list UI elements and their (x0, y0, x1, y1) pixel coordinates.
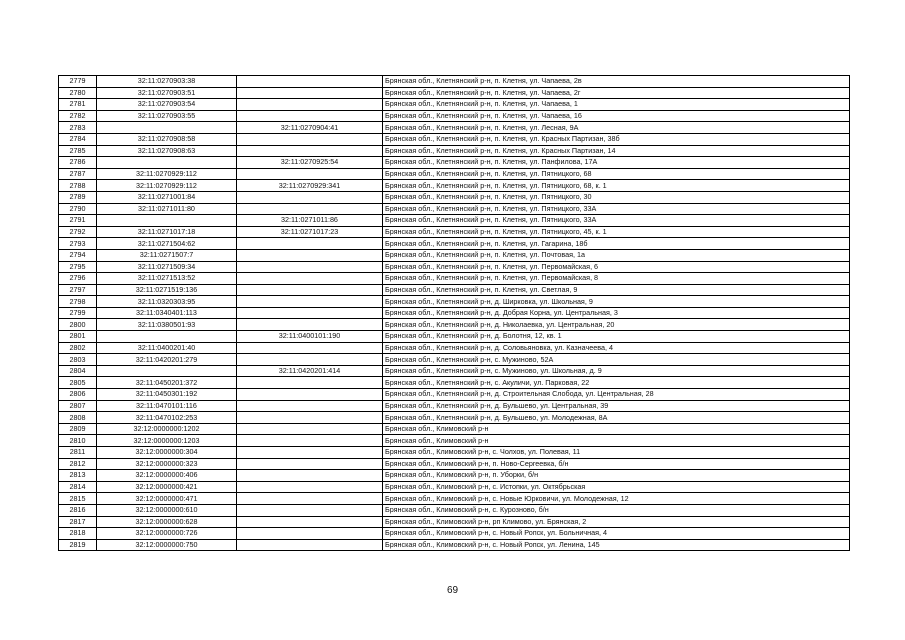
cadastral-number-cell (237, 99, 383, 111)
row-number-cell: 2790 (59, 203, 97, 215)
address-cell: Брянская обл., Клетнянский р-н, п. Клетня, ул. Пятницкого, 30 (383, 191, 850, 203)
cadastral-number-cell (237, 296, 383, 308)
table-row (59, 203, 850, 215)
cadastral-number-cell: 32:12:0000000:304 (97, 447, 237, 459)
table-row (59, 528, 850, 540)
address-cell: Брянская обл., Клетнянский р-н, п. Клетня, ул. Первомайская, 6 (383, 261, 850, 273)
cadastral-number-cell: 32:12:0000000:471 (97, 493, 237, 505)
table-row (59, 110, 850, 122)
cadastral-number-cell (237, 261, 383, 273)
row-number-cell: 2793 (59, 238, 97, 250)
cadastral-number-cell: 32:11:0420201:414 (237, 365, 383, 377)
cadastral-number-cell: 32:11:0270903:51 (97, 87, 237, 99)
address-cell: Брянская обл., Клетнянский р-н, д. Николаевка, ул. Центральная, 20 (383, 319, 850, 331)
cadastral-number-cell: 32:11:0271011:80 (97, 203, 237, 215)
address-cell: Брянская обл., Клетнянский р-н, п. Клетня, ул. Почтовая, 1а (383, 249, 850, 261)
table-row (59, 377, 850, 389)
records-table (58, 75, 850, 551)
cadastral-number-cell: 32:11:0400201:40 (97, 342, 237, 354)
table-row (59, 493, 850, 505)
records-table-body (59, 76, 850, 551)
cadastral-number-cell: 32:12:0000000:726 (97, 528, 237, 540)
table-row (59, 458, 850, 470)
cadastral-number-cell: 32:11:0470101:116 (97, 400, 237, 412)
cadastral-number-cell: 32:11:0450301:192 (97, 389, 237, 401)
cadastral-number-cell (237, 516, 383, 528)
table-row (59, 157, 850, 169)
row-number-cell: 2807 (59, 400, 97, 412)
address-cell: Брянская обл., Климовский р-н, п. Ново-Сергеевка, б/н (383, 458, 850, 470)
page-number: 69 (446, 585, 459, 596)
address-cell: Брянская обл., Клетнянский р-н, д. Строительная Слобода, ул. Центральная, 28 (383, 389, 850, 401)
row-number-cell: 2805 (59, 377, 97, 389)
address-cell: Брянская обл., Клетнянский р-н, д. Бульшево, ул. Центральная, 39 (383, 400, 850, 412)
cadastral-number-cell (237, 284, 383, 296)
table-row (59, 226, 850, 238)
address-cell: Брянская обл., Клетнянский р-н, с. Акуличи, ул. Парковая, 22 (383, 377, 850, 389)
row-number-cell: 2816 (59, 504, 97, 516)
cadastral-number-cell (237, 470, 383, 482)
address-cell: Брянская обл., Клетнянский р-н, п. Клетня, ул. Пятницкого, 45, к. 1 (383, 226, 850, 238)
cadastral-number-cell (237, 133, 383, 145)
table-row (59, 539, 850, 551)
cadastral-number-cell (237, 191, 383, 203)
cadastral-number-cell: 32:12:0000000:323 (97, 458, 237, 470)
address-cell: Брянская обл., Клетнянский р-н, п. Клетня, ул. Светлая, 9 (383, 284, 850, 296)
cadastral-number-cell: 32:12:0000000:750 (97, 539, 237, 551)
table-row (59, 168, 850, 180)
row-number-cell: 2809 (59, 423, 97, 435)
table-row (59, 180, 850, 192)
row-number-cell: 2792 (59, 226, 97, 238)
cadastral-number-cell: 32:11:0270904:41 (237, 122, 383, 134)
cadastral-number-cell (237, 145, 383, 157)
row-number-cell: 2791 (59, 215, 97, 227)
table-row (59, 133, 850, 145)
row-number-cell: 2801 (59, 331, 97, 343)
row-number-cell: 2794 (59, 249, 97, 261)
cadastral-number-cell: 32:11:0340401:113 (97, 307, 237, 319)
cadastral-number-cell: 32:12:0000000:610 (97, 504, 237, 516)
cadastral-number-cell (237, 458, 383, 470)
cadastral-number-cell (237, 168, 383, 180)
table-row (59, 389, 850, 401)
address-cell: Брянская обл., Клетнянский р-н, п. Клетня, ул. Лесная, 9А (383, 122, 850, 134)
row-number-cell: 2819 (59, 539, 97, 551)
cadastral-number-cell (237, 504, 383, 516)
cadastral-number-cell: 32:11:0270908:63 (97, 145, 237, 157)
row-number-cell: 2785 (59, 145, 97, 157)
cadastral-number-cell: 32:12:0000000:1203 (97, 435, 237, 447)
cadastral-number-cell (237, 528, 383, 540)
cadastral-number-cell: 32:11:0271519:136 (97, 284, 237, 296)
table-row (59, 284, 850, 296)
cadastral-number-cell (237, 87, 383, 99)
address-cell: Брянская обл., Клетнянский р-н, п. Клетня, ул. Панфилова, 17А (383, 157, 850, 169)
address-cell: Брянская обл., Клетнянский р-н, п. Клетня, ул. Чапаева, 16 (383, 110, 850, 122)
cadastral-number-cell: 32:12:0000000:1202 (97, 423, 237, 435)
cadastral-number-cell (237, 319, 383, 331)
address-cell: Брянская обл., Клетнянский р-н, п. Клетня, ул. Красных Партизан, 14 (383, 145, 850, 157)
row-number-cell: 2789 (59, 191, 97, 203)
address-cell: Брянская обл., Клетнянский р-н, д. Бульшево, ул. Молодежная, 8А (383, 412, 850, 424)
cadastral-number-cell (237, 238, 383, 250)
row-number-cell: 2788 (59, 180, 97, 192)
cadastral-number-cell: 32:11:0270929:112 (97, 168, 237, 180)
row-number-cell: 2783 (59, 122, 97, 134)
table-row (59, 76, 850, 88)
cadastral-number-cell (237, 493, 383, 505)
row-number-cell: 2810 (59, 435, 97, 447)
row-number-cell: 2811 (59, 447, 97, 459)
table-row (59, 87, 850, 99)
cadastral-number-cell: 32:11:0270903:38 (97, 76, 237, 88)
table-row (59, 516, 850, 528)
row-number-cell: 2815 (59, 493, 97, 505)
address-cell: Брянская обл., Клетнянский р-н, п. Клетня, ул. Чапаева, 2г (383, 87, 850, 99)
cadastral-number-cell: 32:11:0380501:93 (97, 319, 237, 331)
table-row (59, 296, 850, 308)
address-cell: Брянская обл., Климовский р-н, с. Новый Ропск, ул. Больничная, 4 (383, 528, 850, 540)
table-row (59, 504, 850, 516)
address-cell: Брянская обл., Климовский р-н (383, 423, 850, 435)
row-number-cell: 2799 (59, 307, 97, 319)
cadastral-number-cell (237, 273, 383, 285)
row-number-cell: 2782 (59, 110, 97, 122)
table-row (59, 423, 850, 435)
row-number-cell: 2795 (59, 261, 97, 273)
table-row (59, 319, 850, 331)
cadastral-number-cell (237, 400, 383, 412)
cadastral-number-cell: 32:11:0271017:23 (237, 226, 383, 238)
address-cell: Брянская обл., Клетнянский р-н, п. Клетня, ул. Пятницкого, 68 (383, 168, 850, 180)
table-row (59, 365, 850, 377)
address-cell: Брянская обл., Климовский р-н, с. Истопки, ул. Октябрьская (383, 481, 850, 493)
table-row (59, 122, 850, 134)
address-cell: Брянская обл., Климовский р-н, с. Новый Ропск, ул. Ленина, 145 (383, 539, 850, 551)
address-cell: Брянская обл., Клетнянский р-н, п. Клетня, ул. Красных Партизан, 38б (383, 133, 850, 145)
cadastral-number-cell (97, 331, 237, 343)
cadastral-number-cell: 32:11:0271011:86 (237, 215, 383, 227)
table-row (59, 307, 850, 319)
table-row (59, 354, 850, 366)
address-cell: Брянская обл., Клетнянский р-н, с. Мужиново, ул. Школьная, д. 9 (383, 365, 850, 377)
cadastral-number-cell: 32:11:0270929:341 (237, 180, 383, 192)
cadastral-number-cell (237, 249, 383, 261)
row-number-cell: 2818 (59, 528, 97, 540)
row-number-cell: 2786 (59, 157, 97, 169)
cadastral-number-cell (97, 215, 237, 227)
address-cell: Брянская обл., Клетнянский р-н, с. Мужиново, 52А (383, 354, 850, 366)
cadastral-number-cell: 32:11:0470102:253 (97, 412, 237, 424)
cadastral-number-cell: 32:12:0000000:421 (97, 481, 237, 493)
cadastral-number-cell: 32:11:0271001:84 (97, 191, 237, 203)
cadastral-number-cell: 32:11:0450201:372 (97, 377, 237, 389)
address-cell: Брянская обл., Клетнянский р-н, п. Клетня, ул. Первомайская, 8 (383, 273, 850, 285)
cadastral-number-cell (237, 110, 383, 122)
row-number-cell: 2802 (59, 342, 97, 354)
row-number-cell: 2808 (59, 412, 97, 424)
row-number-cell: 2780 (59, 87, 97, 99)
table-row (59, 470, 850, 482)
address-cell: Брянская обл., Климовский р-н, рп Климово, ул. Брянская, 2 (383, 516, 850, 528)
cadastral-number-cell: 32:11:0270925:54 (237, 157, 383, 169)
row-number-cell: 2797 (59, 284, 97, 296)
cadastral-number-cell (237, 423, 383, 435)
address-cell: Брянская обл., Клетнянский р-н, п. Клетня, ул. Чапаева, 2в (383, 76, 850, 88)
address-cell: Брянская обл., Клетнянский р-н, п. Клетня, ул. Чапаева, 1 (383, 99, 850, 111)
table-row (59, 261, 850, 273)
table-row (59, 249, 850, 261)
table-row (59, 400, 850, 412)
table-row (59, 331, 850, 343)
row-number-cell: 2781 (59, 99, 97, 111)
address-cell: Брянская обл., Клетнянский р-н, д. Ширковка, ул. Школьная, 9 (383, 296, 850, 308)
table-row (59, 99, 850, 111)
cadastral-number-cell (237, 203, 383, 215)
cadastral-number-cell (237, 342, 383, 354)
address-cell: Брянская обл., Клетнянский р-н, п. Клетня, ул. Гагарина, 18б (383, 238, 850, 250)
cadastral-number-cell (97, 365, 237, 377)
row-number-cell: 2784 (59, 133, 97, 145)
row-number-cell: 2814 (59, 481, 97, 493)
table-row (59, 342, 850, 354)
row-number-cell: 2779 (59, 76, 97, 88)
cadastral-number-cell (237, 377, 383, 389)
cadastral-number-cell (237, 481, 383, 493)
address-cell: Брянская обл., Климовский р-н (383, 435, 850, 447)
address-cell: Брянская обл., Клетнянский р-н, п. Клетня, ул. Пятницкого, 33А (383, 215, 850, 227)
cadastral-number-cell: 32:12:0000000:628 (97, 516, 237, 528)
cadastral-number-cell (237, 435, 383, 447)
table-row (59, 435, 850, 447)
address-cell: Брянская обл., Климовский р-н, п. Уборки, б/н (383, 470, 850, 482)
cadastral-number-cell (237, 539, 383, 551)
table-row (59, 447, 850, 459)
cadastral-number-cell: 32:11:0271504:62 (97, 238, 237, 250)
table-row (59, 238, 850, 250)
cadastral-number-cell: 32:11:0420201:279 (97, 354, 237, 366)
row-number-cell: 2806 (59, 389, 97, 401)
address-cell: Брянская обл., Клетнянский р-н, д. Соловьяновка, ул. Казначеева, 4 (383, 342, 850, 354)
cadastral-number-cell: 32:11:0320303:95 (97, 296, 237, 308)
row-number-cell: 2798 (59, 296, 97, 308)
cadastral-number-cell (237, 354, 383, 366)
cadastral-number-cell: 32:11:0270929:112 (97, 180, 237, 192)
address-cell: Брянская обл., Климовский р-н, с. Новые Юрковичи, ул. Молодежная, 12 (383, 493, 850, 505)
cadastral-number-cell: 32:11:0270903:54 (97, 99, 237, 111)
cadastral-number-cell (237, 76, 383, 88)
address-cell: Брянская обл., Клетнянский р-н, п. Клетня, ул. Пятницкого, 33А (383, 203, 850, 215)
cadastral-number-cell: 32:11:0271507:7 (97, 249, 237, 261)
address-cell: Брянская обл., Клетнянский р-н, д. Добрая Корна, ул. Центральная, 3 (383, 307, 850, 319)
cadastral-number-cell (97, 157, 237, 169)
row-number-cell: 2813 (59, 470, 97, 482)
cadastral-number-cell: 32:11:0270908:58 (97, 133, 237, 145)
row-number-cell: 2804 (59, 365, 97, 377)
row-number-cell: 2800 (59, 319, 97, 331)
address-cell: Брянская обл., Клетнянский р-н, п. Клетня, ул. Пятницкого, 68, к. 1 (383, 180, 850, 192)
address-cell: Брянская обл., Климовский р-н, с. Курозново, б/н (383, 504, 850, 516)
cadastral-number-cell: 32:11:0271509:34 (97, 261, 237, 273)
cadastral-number-cell: 32:11:0400101:190 (237, 331, 383, 343)
table-row (59, 191, 850, 203)
row-number-cell: 2796 (59, 273, 97, 285)
row-number-cell: 2812 (59, 458, 97, 470)
cadastral-number-cell (237, 307, 383, 319)
table-row (59, 412, 850, 424)
address-cell: Брянская обл., Клетнянский р-н, д. Болотня, 12, кв. 1 (383, 331, 850, 343)
cadastral-number-cell (237, 412, 383, 424)
cadastral-number-cell: 32:11:0271017:18 (97, 226, 237, 238)
table-row (59, 481, 850, 493)
cadastral-number-cell: 32:11:0270903:55 (97, 110, 237, 122)
cadastral-number-cell: 32:11:0271513:52 (97, 273, 237, 285)
table-row (59, 215, 850, 227)
cadastral-number-cell (237, 447, 383, 459)
row-number-cell: 2803 (59, 354, 97, 366)
table-row (59, 273, 850, 285)
table-row (59, 145, 850, 157)
cadastral-number-cell: 32:12:0000000:406 (97, 470, 237, 482)
row-number-cell: 2787 (59, 168, 97, 180)
address-cell: Брянская обл., Климовский р-н, с. Чолхов, ул. Полевая, 11 (383, 447, 850, 459)
cadastral-number-cell (97, 122, 237, 134)
row-number-cell: 2817 (59, 516, 97, 528)
cadastral-number-cell (237, 389, 383, 401)
